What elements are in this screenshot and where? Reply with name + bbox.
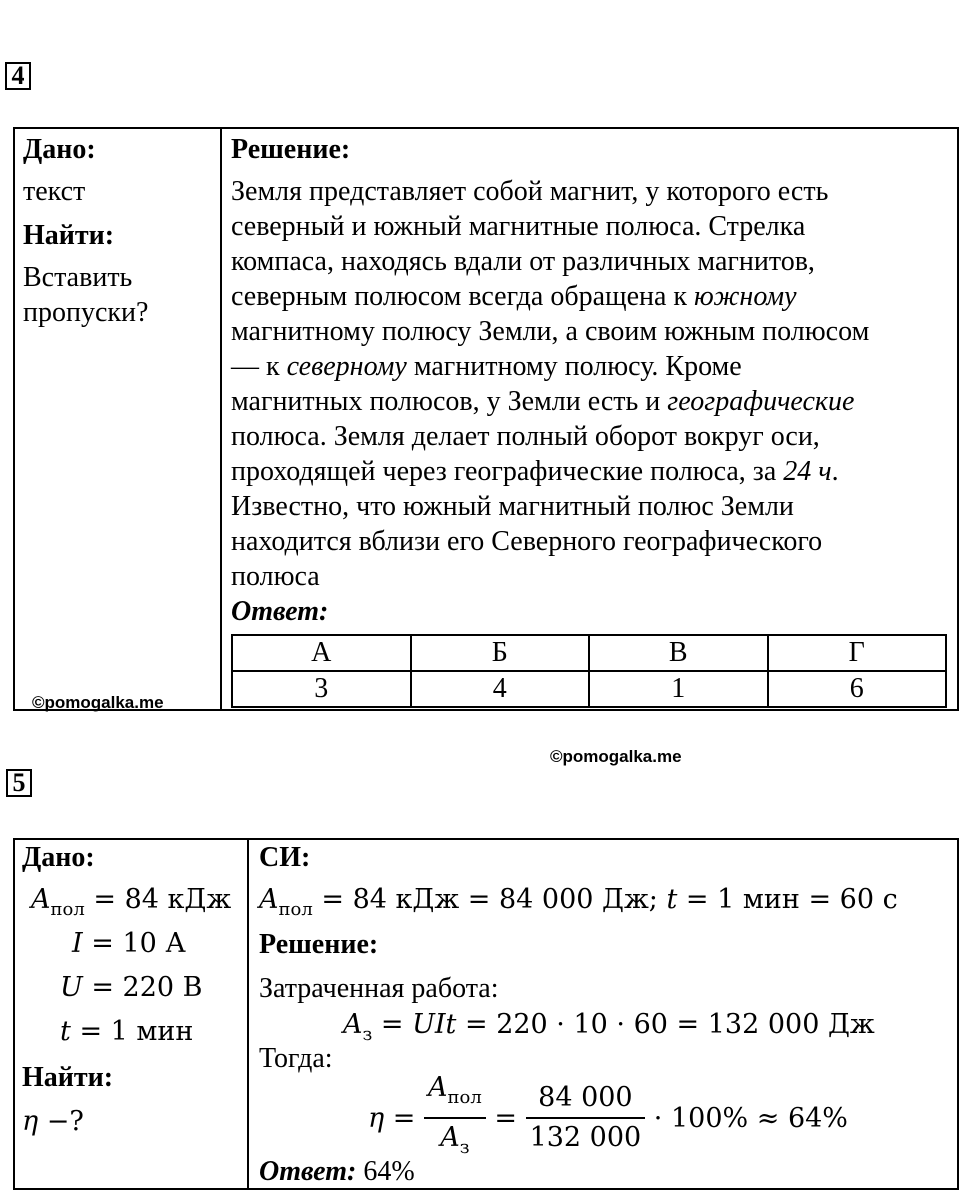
- symbol-a: A: [440, 1122, 460, 1153]
- si-label: СИ:: [259, 842, 311, 873]
- numerator: 84 000: [526, 1079, 646, 1119]
- equals: =: [485, 1102, 526, 1134]
- text-line: [231, 384, 951, 419]
- value: = 1 мин: [70, 1016, 194, 1047]
- task4-solution-column: [231, 132, 951, 629]
- answer-value-row: [232, 671, 946, 707]
- answer-label: Ответ:: [259, 1156, 357, 1187]
- value: = 10 А: [82, 928, 186, 959]
- given-label: Дано:: [23, 134, 96, 165]
- text-span: магнитных полюсов, у Земли есть и: [231, 386, 668, 417]
- text-line: полюса. Земля делает полный оборот вокруг оси,: [231, 421, 820, 452]
- text-span: — к: [231, 351, 287, 382]
- equation-spent-work: [343, 1009, 875, 1045]
- answer-value: 64%: [356, 1156, 415, 1187]
- text-line: Известно, что южный магнитный полюс Земли: [231, 491, 794, 522]
- symbol-uit: UIt: [412, 1009, 457, 1040]
- solution-label: Решение:: [259, 929, 379, 960]
- given-voltage: [60, 972, 203, 1003]
- task-number-5: 5: [6, 769, 32, 797]
- symbol-t: t: [60, 1016, 71, 1047]
- answer-header-cell: А: [232, 635, 411, 671]
- find-value-2: пропуски?: [23, 297, 149, 328]
- given-useful-work: [31, 884, 231, 920]
- text-span: .: [831, 456, 839, 487]
- numerator: [424, 1069, 486, 1119]
- text-line: магнитному полюсу Земли, а своим южным полюсом: [231, 316, 870, 347]
- emphasis-north: северному: [286, 351, 407, 382]
- emphasis-period: 24 ч: [783, 456, 832, 487]
- symbol-a: A: [31, 884, 51, 915]
- find-label: Найти:: [22, 1062, 114, 1093]
- si-conversion: [259, 884, 898, 920]
- value: = 1 мин = 60 с: [677, 884, 898, 915]
- symbol-a: A: [343, 1009, 363, 1040]
- symbol-i: I: [72, 928, 83, 959]
- subscript: з: [459, 1137, 470, 1158]
- text-line: находится вблизи его Северного географического: [231, 526, 823, 557]
- then-label: Тогда:: [259, 1043, 333, 1074]
- answer-value-cell: 4: [411, 671, 590, 707]
- subscript: пол: [50, 899, 85, 920]
- equals: =: [384, 1102, 424, 1134]
- given-label: Дано:: [22, 842, 95, 873]
- equation-efficiency: [368, 1074, 848, 1162]
- given-time: [60, 1016, 193, 1047]
- find-label: Найти:: [23, 220, 115, 251]
- text-line: [231, 454, 951, 489]
- spent-work-label: Затраченная работа:: [259, 973, 499, 1004]
- task4-given-column: [23, 132, 213, 330]
- answer-header-cell: Г: [768, 635, 947, 671]
- subscript: з: [362, 1024, 373, 1045]
- text-span: проходящей через географические полюса, за: [231, 456, 784, 487]
- symbol-eta: η: [368, 1102, 385, 1134]
- value: = 84 кДж = 84 000 Дж;: [312, 884, 667, 915]
- symbol-eta: η: [22, 1106, 39, 1137]
- equals: =: [372, 1009, 413, 1040]
- answer-header-row: [232, 635, 946, 671]
- text-span: северным полюсом всегда обращена к: [231, 281, 695, 312]
- text-line: [231, 349, 951, 384]
- answer-label: Ответ:: [231, 596, 329, 627]
- text-line: [231, 279, 951, 314]
- text-line: северный и южный магнитные полюса. Стрелка: [231, 211, 806, 242]
- task4-divider: [220, 127, 222, 711]
- task5-answer: [259, 1156, 415, 1188]
- emphasis-geographic: географические: [667, 386, 855, 417]
- text-line: компаса, находясь вдали от различных магнитов,: [231, 246, 815, 277]
- value: = 220 · 10 · 60 = 132 000 Дж: [456, 1009, 875, 1040]
- symbol-t: t: [666, 884, 678, 915]
- answer-table: [231, 634, 947, 708]
- task5-divider: [247, 838, 249, 1190]
- subscript: пол: [447, 1087, 482, 1108]
- answer-value-cell: 1: [589, 671, 768, 707]
- denominator: 132 000: [529, 1122, 642, 1153]
- answer-value-cell: 3: [232, 671, 411, 707]
- symbol-u: U: [60, 972, 83, 1003]
- value: −?: [38, 1106, 84, 1137]
- text-line: полюса: [231, 561, 320, 592]
- value: · 100% ≈ 64%: [645, 1102, 848, 1134]
- emphasis-south: южному: [694, 281, 797, 312]
- fraction-symbolic: [424, 1069, 486, 1167]
- solution-label: Решение:: [231, 134, 351, 165]
- answer-value-cell: 6: [768, 671, 947, 707]
- subscript: пол: [278, 899, 313, 920]
- task-number-4: 4: [5, 62, 31, 90]
- answer-header-cell: Б: [411, 635, 590, 671]
- answer-header-cell: В: [589, 635, 768, 671]
- find-value-1: Вставить: [23, 262, 133, 293]
- denominator: [424, 1119, 486, 1167]
- symbol-a: A: [259, 884, 279, 915]
- watermark: ©pomogalka.me: [550, 747, 682, 766]
- given-value: текст: [23, 176, 86, 207]
- given-current: [72, 928, 186, 959]
- value: = 84 кДж: [84, 884, 232, 915]
- value: = 220 В: [82, 972, 203, 1003]
- fraction-numeric: [526, 1079, 646, 1157]
- text-span: магнитному полюсу. Кроме: [406, 351, 742, 382]
- text-line: Земля представляет собой магнит, у которого есть: [231, 176, 829, 207]
- symbol-a: A: [427, 1072, 448, 1103]
- find-efficiency: [22, 1106, 84, 1137]
- watermark: ©pomogalka.me: [32, 693, 164, 712]
